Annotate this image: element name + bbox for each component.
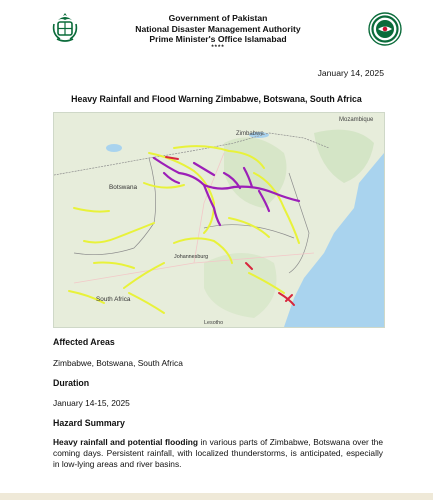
affected-areas-text: Zimbabwe, Botswana, South Africa (53, 358, 183, 368)
flood-map-graphic (54, 113, 384, 327)
document-title: Heavy Rainfall and Flood Warning Zimbabwe, Botswana, South Africa (71, 94, 362, 104)
header-stars: **** (211, 44, 225, 51)
header-line-3: Prime Minister's Office Islamabad (149, 34, 287, 44)
map-label-johannesburg: Johannesburg (174, 254, 209, 260)
header-line-2: National Disaster Management Authority (135, 23, 301, 34)
header-line-1: Government of Pakistan (168, 13, 268, 23)
letterhead (0, 0, 433, 60)
letterhead-text (110, 13, 326, 51)
lake (106, 144, 122, 152)
duration-heading: Duration (53, 378, 90, 388)
affected-areas-heading: Affected Areas (53, 337, 115, 347)
map-label-botswana: Botswana (109, 184, 138, 191)
map-label-zimbabwe: Zimbabwe (236, 131, 264, 137)
hazard-summary-text (53, 437, 383, 469)
flood-map (53, 112, 385, 328)
hazard-summary-bold: Heavy rainfall and potential flooding (53, 437, 199, 447)
map-label-lesotho: Lesotho (204, 320, 224, 326)
hazard-summary-heading: Hazard Summary (53, 418, 125, 428)
footer-band (0, 493, 433, 500)
pakistan-emblem-icon (52, 12, 78, 44)
map-label-mozambique: Mozambique (339, 117, 374, 123)
map-label-south-africa: South Africa (96, 296, 131, 303)
document-date: January 14, 2025 (317, 68, 384, 78)
ndma-logo-icon (368, 12, 402, 46)
hazard-summary-rest: in various parts of Zimbabwe, Botswana over the coming days. Persistent rainfall, with localized thunderstorms, is anticipated, especially in low-lying areas and river basins. (53, 437, 383, 469)
duration-text: January 14-15, 2025 (53, 398, 130, 408)
